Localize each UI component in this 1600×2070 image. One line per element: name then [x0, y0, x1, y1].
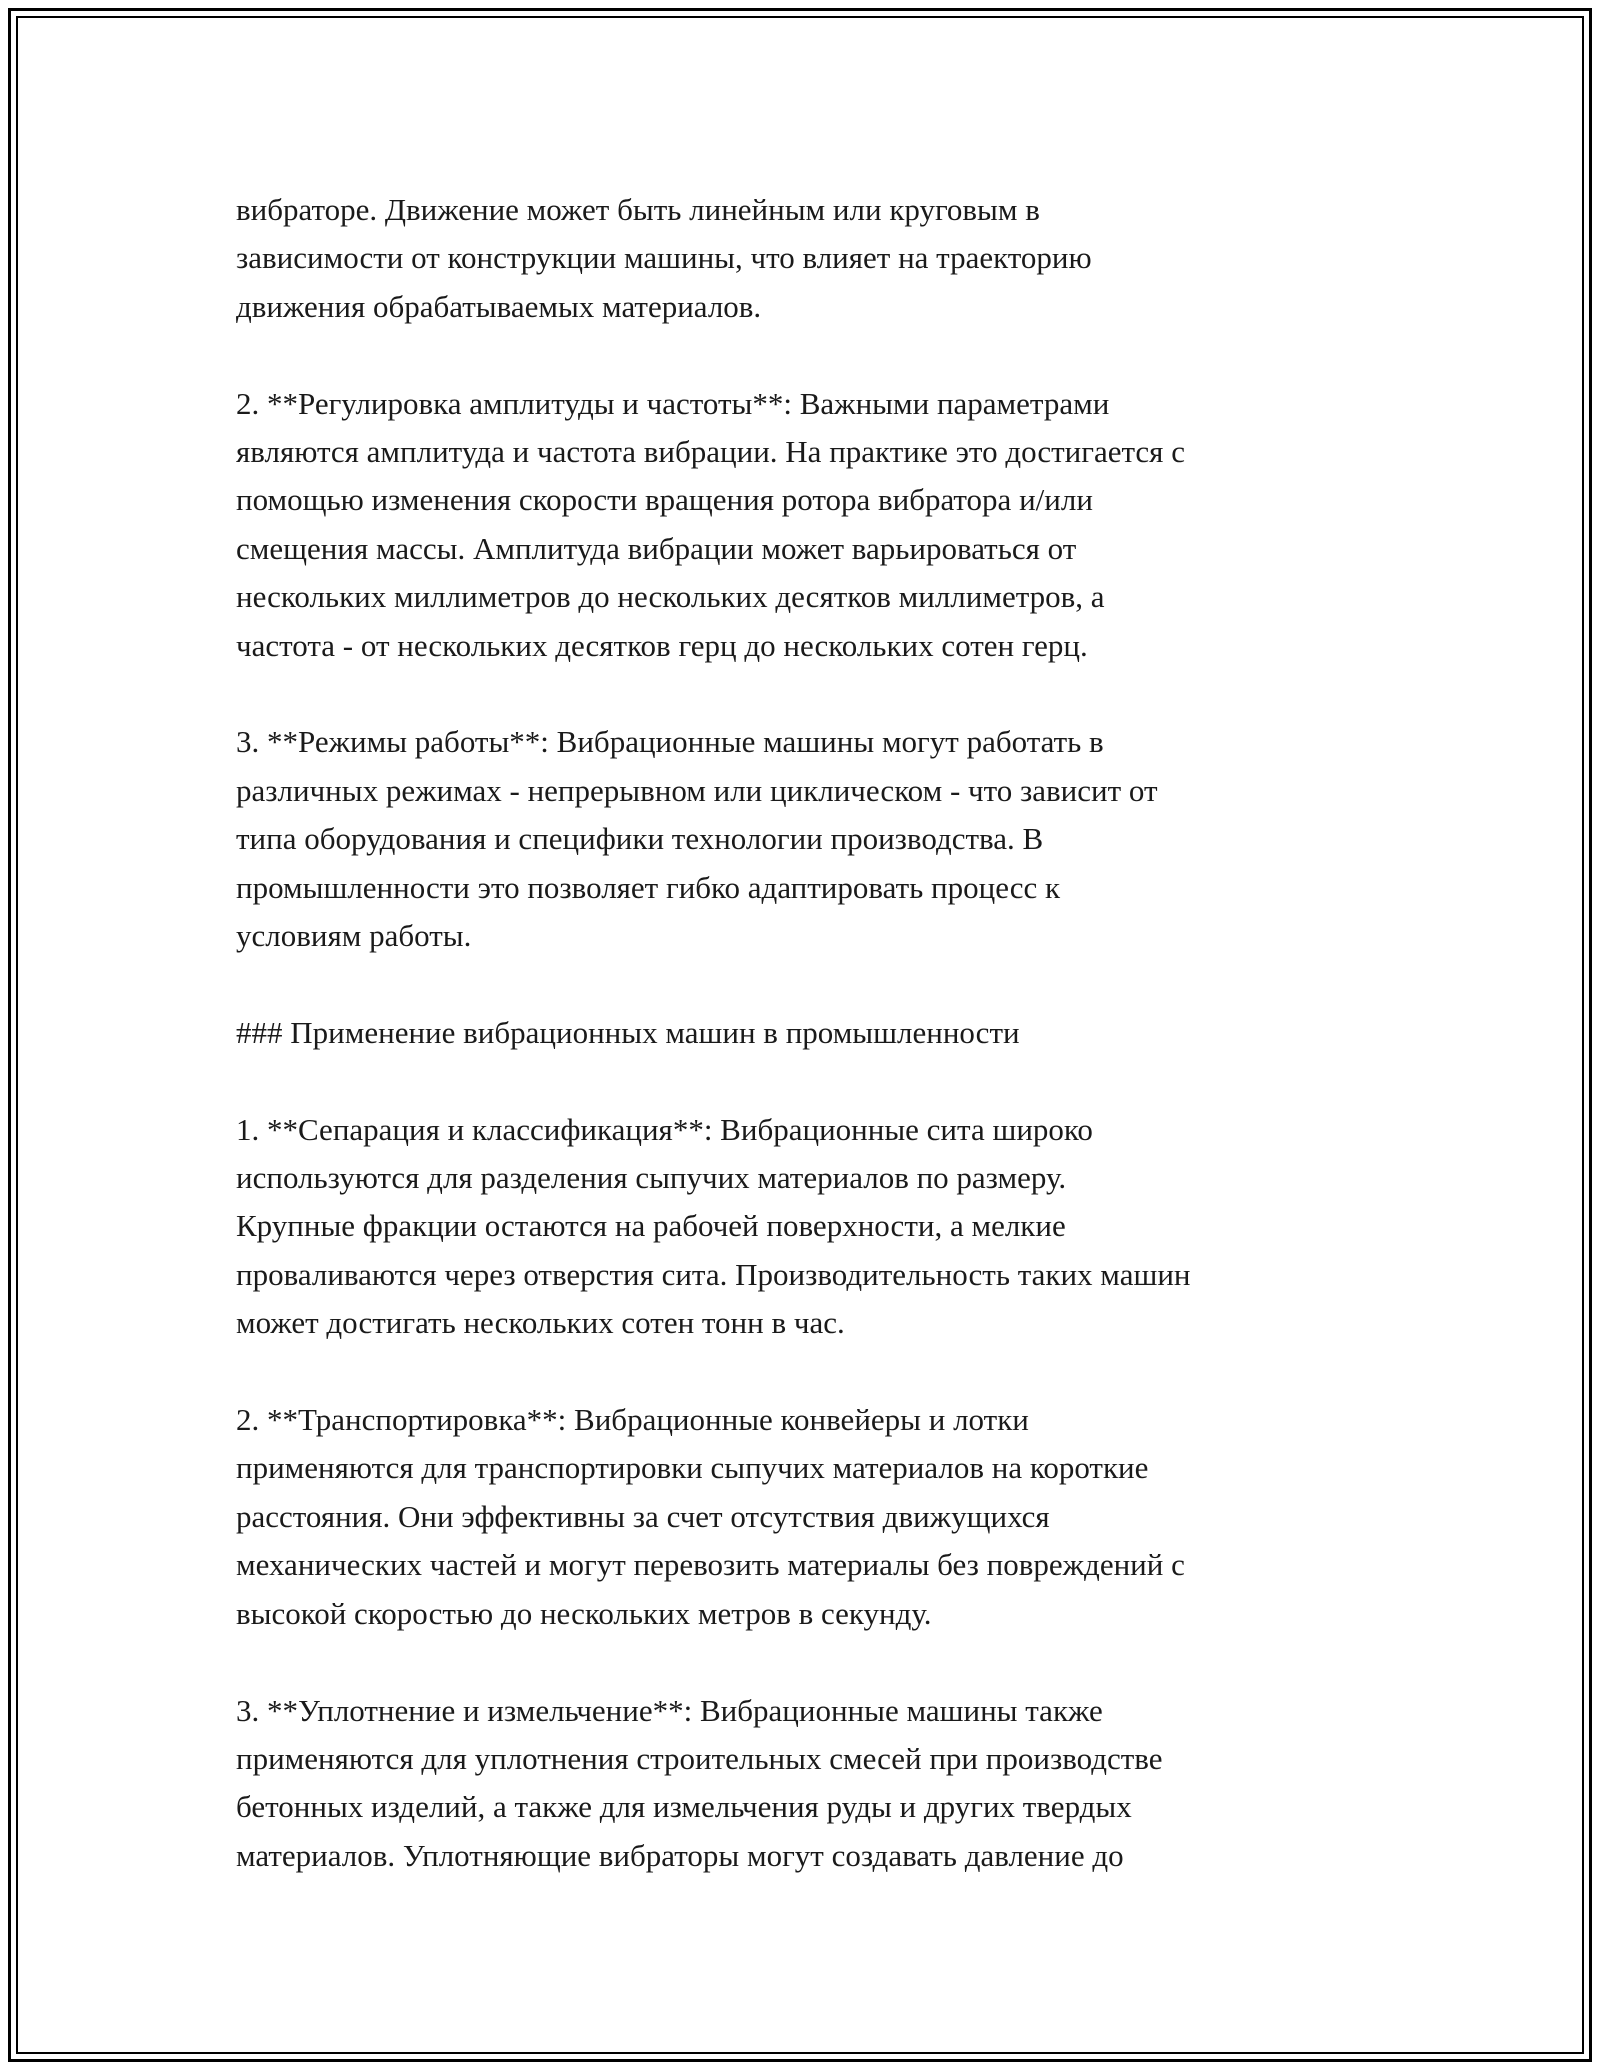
- text-line: различных режимах - непрерывном или циклическом - что зависит от: [236, 772, 1158, 808]
- text-line: нескольких миллиметров до нескольких десятков миллиметров, а: [236, 579, 1105, 615]
- text-line: типа оборудования и специфики технологии производства. В: [236, 821, 1044, 857]
- paragraph-operating-modes: [236, 718, 1376, 960]
- text-line: частота - от нескольких десятков герц до нескольких сотен герц.: [236, 627, 1088, 663]
- section-heading: [236, 1009, 1376, 1057]
- text-line: применяются для транспортировки сыпучих материалов на короткие: [236, 1450, 1149, 1486]
- text-line: 1. **Сепарация и классификация**: Вибрационные сита широко: [236, 1111, 1093, 1147]
- text-line: 3. **Уплотнение и измельчение**: Вибрационные машины также: [236, 1692, 1103, 1728]
- text-line: вибраторе. Движение может быть линейным или круговым в: [236, 192, 1040, 227]
- document-body: [236, 186, 1376, 1929]
- paragraph-separation: [236, 1106, 1376, 1348]
- text-line: может достигать нескольких сотен тонн в час.: [236, 1305, 845, 1341]
- text-line: высокой скоростью до нескольких метров в секунду.: [236, 1595, 932, 1631]
- paragraph-compaction-grinding: [236, 1687, 1376, 1881]
- text-line: Крупные фракции остаются на рабочей поверхности, а мелкие: [236, 1208, 1066, 1244]
- text-line: материалов. Уплотняющие вибраторы могут создавать давление до: [236, 1837, 1124, 1873]
- text-line: расстояния. Они эффективны за счет отсутствия движущихся: [236, 1498, 1050, 1534]
- text-line: бетонных изделий, а также для измельчения руды и других твердых: [236, 1789, 1132, 1825]
- text-line: являются амплитуда и частота вибрации. На практике это достигается с: [236, 434, 1185, 470]
- heading-line: ### Применение вибрационных машин в промышленности: [236, 1014, 1020, 1050]
- paragraph-amplitude-frequency: [236, 380, 1376, 670]
- text-line: зависимости от конструкции машины, что влияет на траекторию: [236, 240, 1092, 276]
- text-line: условиям работы.: [236, 918, 472, 954]
- text-line: используются для разделения сыпучих материалов по размеру.: [236, 1160, 1067, 1196]
- text-line: проваливаются через отверстия сита. Производительность таких машин: [236, 1256, 1191, 1292]
- text-line: промышленности это позволяет гибко адаптировать процесс к: [236, 869, 1061, 905]
- text-line: движения обрабатываемых материалов.: [236, 288, 762, 324]
- paragraph-transportation: [236, 1396, 1376, 1638]
- text-line: смещения массы. Амплитуда вибрации может варьироваться от: [236, 530, 1077, 566]
- text-line: применяются для уплотнения строительных смесей при производстве: [236, 1740, 1163, 1776]
- text-line: 3. **Режимы работы**: Вибрационные машины могут работать в: [236, 724, 1104, 760]
- text-line: 2. **Регулировка амплитуды и частоты**: Важными параметрами: [236, 385, 1110, 421]
- paragraph-intro-continuation: [236, 186, 1376, 331]
- text-line: механических частей и могут перевозить материалы без повреждений с: [236, 1547, 1185, 1583]
- text-line: 2. **Транспортировка**: Вибрационные конвейеры и лотки: [236, 1402, 1029, 1438]
- text-line: помощью изменения скорости вращения ротора вибратора и/или: [236, 482, 1093, 518]
